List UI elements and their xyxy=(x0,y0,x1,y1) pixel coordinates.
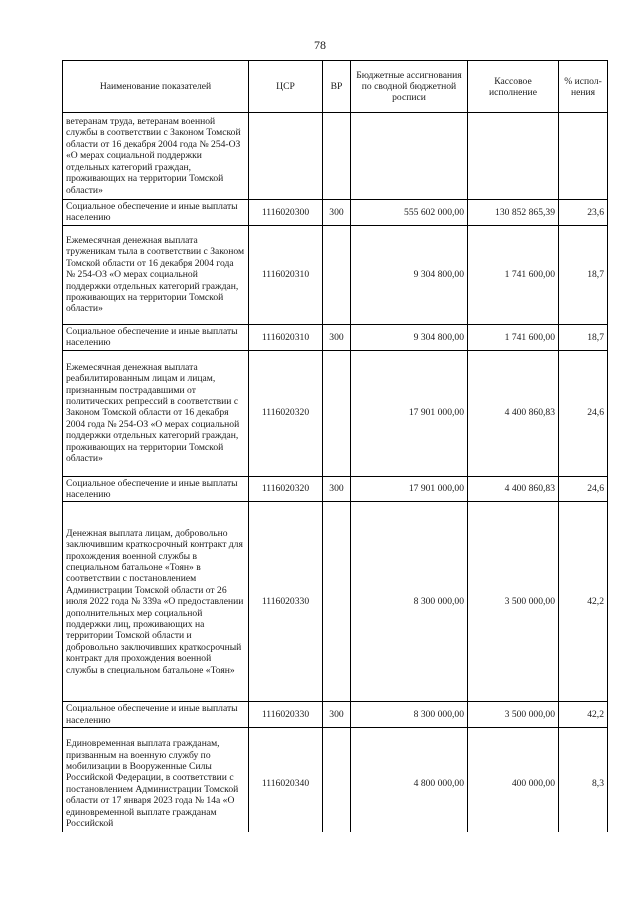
row-vr xyxy=(323,502,351,702)
row-vr xyxy=(323,225,351,324)
row-cash xyxy=(468,113,559,200)
row-assignments: 4 800 000,00 xyxy=(351,728,468,832)
row-cash: 4 400 860,83 xyxy=(468,476,559,502)
row-name: ветеранам труда, ветеранам военной службы в соответствии с Законом Томской области от 16 декабря 2004 года № 254-ОЗ «О мерах социальной поддержки отдельных категорий граждан, проживающих на территории Томской области» xyxy=(63,113,249,200)
table-row xyxy=(63,324,608,350)
header-csr: ЦСР xyxy=(249,61,323,113)
row-vr xyxy=(323,350,351,476)
row-percent: 42,2 xyxy=(559,502,608,702)
row-name: Социальное обеспечение и иные выплаты населению xyxy=(63,702,249,728)
row-assignments: 17 901 000,00 xyxy=(351,476,468,502)
header-assignments: Бюджетные ассигнования по сводной бюджетной росписи xyxy=(351,61,468,113)
row-percent: 18,7 xyxy=(559,324,608,350)
row-cash: 3 500 000,00 xyxy=(468,702,559,728)
row-name: Социальное обеспечение и иные выплаты населению xyxy=(63,476,249,502)
table-row xyxy=(63,476,608,502)
row-name: Единовременная выплата гражданам, призванным на военную службу по мобилизации в Вооруженные Силы Российской Федерации, в соответствии с постановлением Администрации Томской области от 17 января 2023 года № 14а «О единовременной выплате гражданам Российской xyxy=(63,728,249,832)
row-csr: 1116020310 xyxy=(249,225,323,324)
row-vr: 300 xyxy=(323,702,351,728)
table-row xyxy=(63,350,608,476)
row-csr: 1116020330 xyxy=(249,502,323,702)
header-percent: % испол-нения xyxy=(559,61,608,113)
row-vr xyxy=(323,113,351,200)
row-percent: 8,3 xyxy=(559,728,608,832)
row-vr: 300 xyxy=(323,324,351,350)
row-percent xyxy=(559,113,608,200)
row-assignments: 17 901 000,00 xyxy=(351,350,468,476)
row-csr: 1116020300 xyxy=(249,200,323,226)
row-name: Социальное обеспечение и иные выплаты населению xyxy=(63,200,249,226)
row-csr: 1116020310 xyxy=(249,324,323,350)
row-cash: 130 852 865,39 xyxy=(468,200,559,226)
row-name: Социальное обеспечение и иные выплаты населению xyxy=(63,324,249,350)
header-name: Наименование показателей xyxy=(63,61,249,113)
budget-table xyxy=(62,60,608,832)
row-assignments: 8 300 000,00 xyxy=(351,702,468,728)
row-assignments: 9 304 800,00 xyxy=(351,324,468,350)
row-percent: 18,7 xyxy=(559,225,608,324)
row-cash: 1 741 600,00 xyxy=(468,225,559,324)
table-row xyxy=(63,728,608,832)
row-csr xyxy=(249,113,323,200)
table-row xyxy=(63,702,608,728)
table-header-row xyxy=(63,61,608,113)
page-number: 78 xyxy=(314,38,326,52)
row-csr: 1116020320 xyxy=(249,350,323,476)
row-vr: 300 xyxy=(323,476,351,502)
row-vr xyxy=(323,728,351,832)
row-vr: 300 xyxy=(323,200,351,226)
row-assignments: 8 300 000,00 xyxy=(351,502,468,702)
row-assignments: 9 304 800,00 xyxy=(351,225,468,324)
row-cash: 400 000,00 xyxy=(468,728,559,832)
row-csr: 1116020320 xyxy=(249,476,323,502)
row-percent: 24,6 xyxy=(559,350,608,476)
table-row xyxy=(63,225,608,324)
header-cash-execution: Кассовое исполнение xyxy=(468,61,559,113)
table-row xyxy=(63,113,608,200)
row-percent: 23,6 xyxy=(559,200,608,226)
row-name: Денежная выплата лицам, добровольно заключившим краткосрочный контракт для прохождения военной службы в специальном батальоне «Тоян» в соответствии с постановлением Администрации Томской области от 26 июля 2022 года № 339а «О предоставлении дополнительных мер социальной поддержки лиц, проживающих на территории Томской области и добровольно заключивших краткосрочный контракт для прохождения военной службы в специальном батальоне «Тоян» xyxy=(63,502,249,702)
row-cash: 4 400 860,83 xyxy=(468,350,559,476)
row-cash: 1 741 600,00 xyxy=(468,324,559,350)
table-row xyxy=(63,200,608,226)
row-percent: 24,6 xyxy=(559,476,608,502)
row-cash: 3 500 000,00 xyxy=(468,502,559,702)
row-percent: 42,2 xyxy=(559,702,608,728)
row-csr: 1116020340 xyxy=(249,728,323,832)
row-csr: 1116020330 xyxy=(249,702,323,728)
table-row xyxy=(63,502,608,702)
header-vr: ВР xyxy=(323,61,351,113)
row-name: Ежемесячная денежная выплата труженикам тыла в соответствии с Законом Томской области от 16 декабря 2004 года № 254-ОЗ «О мерах социальной поддержки отдельных категорий граждан, проживающих на территории Томской области» xyxy=(63,225,249,324)
row-assignments: 555 602 000,00 xyxy=(351,200,468,226)
row-assignments xyxy=(351,113,468,200)
row-name: Ежемесячная денежная выплата реабилитированным лицам и лицам, признанным пострадавшими от политических репрессий в соответствии с Законом Томской области от 16 декабря 2004 года № 254-ОЗ «О мерах социальной поддержки отдельных категорий граждан, проживающих на территории Томской области» xyxy=(63,350,249,476)
